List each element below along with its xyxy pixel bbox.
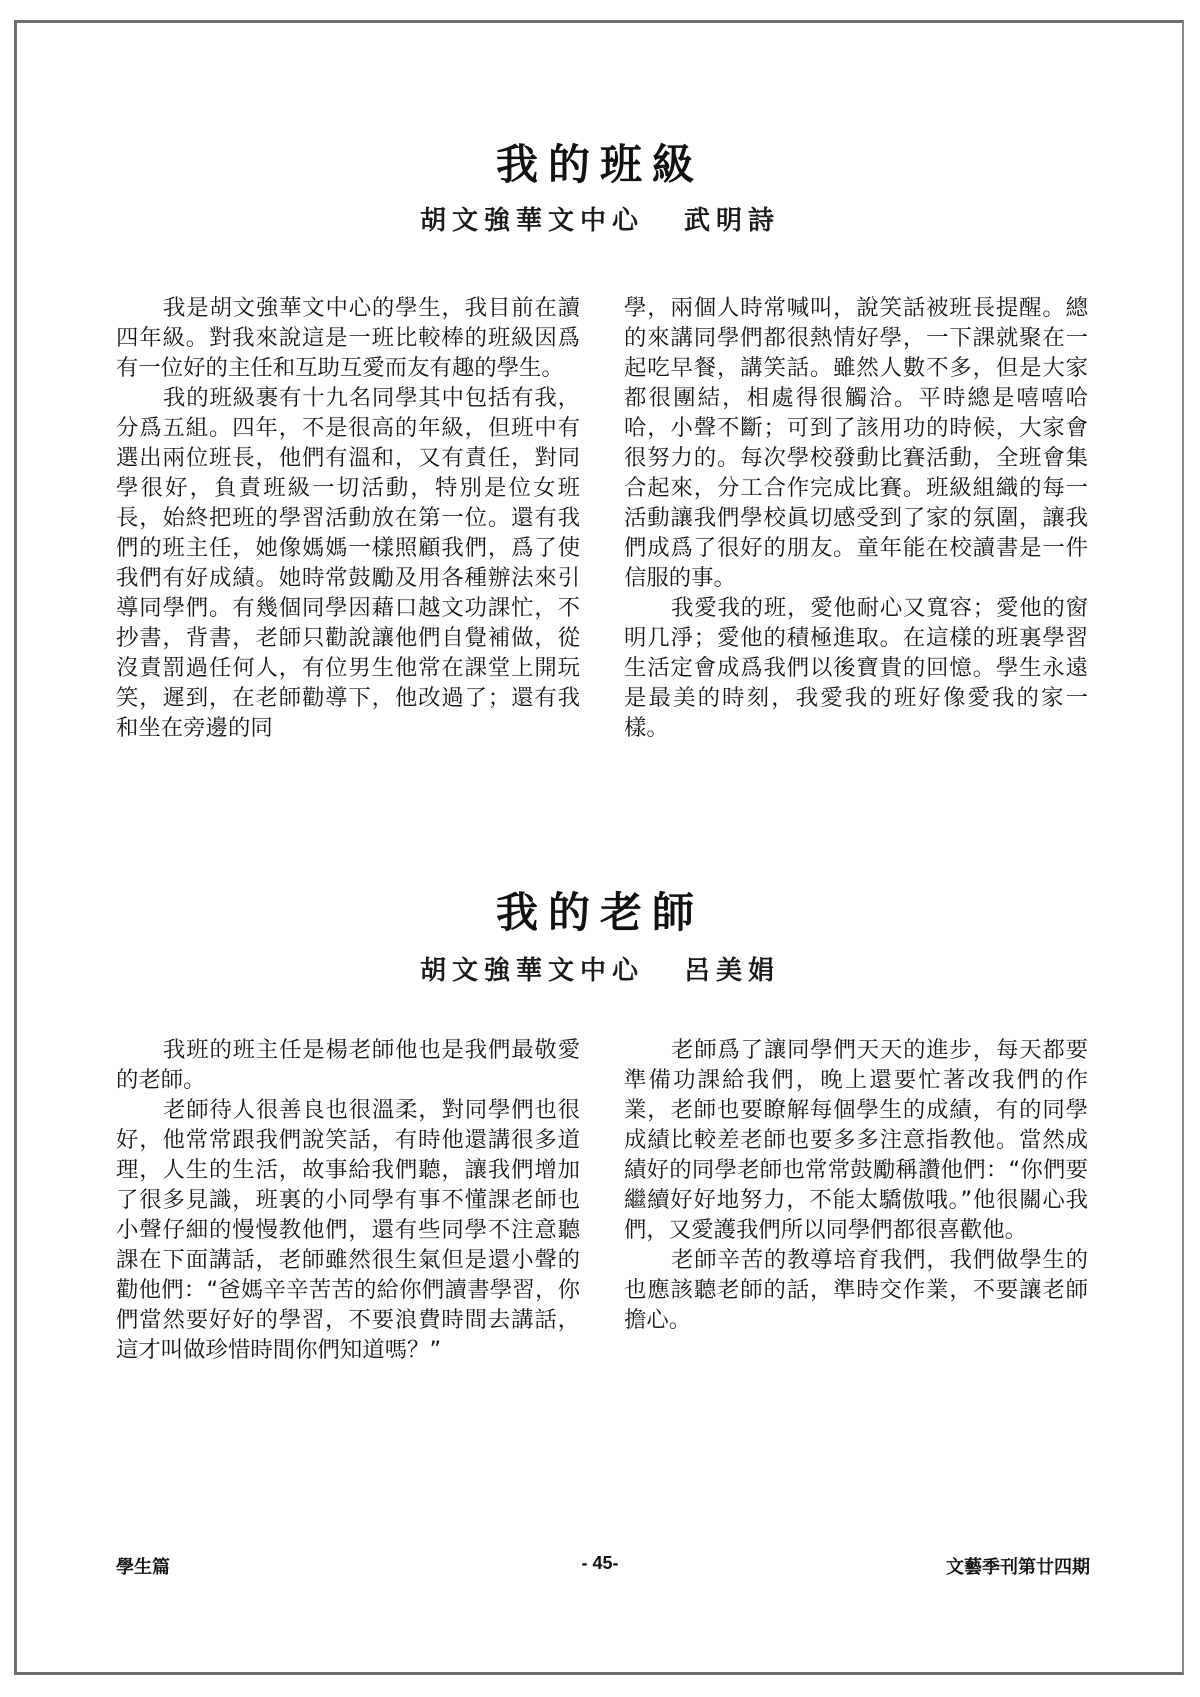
paragraph: 老師辛苦的教導培育我們，我們做學生的也應該聽老師的話，準時交作業，不要讓老師擔心。 <box>624 1247 1088 1333</box>
paragraph: 老師待人很善良也很溫柔，對同學們也很好，他常常跟我們說笑話，有時他還講很多道理，人生的生活，故事給我們聽，讓我們增加了很多見識，班裏的小同學有事不懂課老師也小聲仔細的慢慢教他們，還有些同學不注意聽課在下面講話，老師雖然很生氣但是還小聲的勸他們：“爸媽辛辛苦苦的給你們讀書學習，你們當然要好好的學習，不要浪費時間去講話，這才叫做珍惜時間你們知道嗎？” <box>116 1097 580 1363</box>
page-border <box>14 20 1184 1675</box>
byline-author: 呂美娟 <box>684 956 781 986</box>
page-number: - 45- <box>581 1553 619 1573</box>
footer-section-label: 學生篇 <box>116 1557 170 1577</box>
article-byline <box>0 200 1200 237</box>
paragraph: 我班的班主任是楊老師他也是我們最敬愛的老師。 <box>116 1037 580 1093</box>
byline-organization: 胡文強華文中心 <box>419 206 644 236</box>
byline-author: 武明詩 <box>684 206 781 236</box>
byline-organization: 胡文強華文中心 <box>419 956 644 986</box>
article-1-right-column <box>624 293 1088 743</box>
paragraph: 我愛我的班，愛他耐心又寬容；愛他的窗明几淨；愛他的積極進取。在這樣的班裏學習生活定會成爲我們以後寶貴的回憶。學生永遠是最美的時刻，我愛我的班好像愛我的家一樣。 <box>624 595 1088 741</box>
paragraph: 我的班級裹有十九名同學其中包括有我，分爲五組。四年，不是很高的年級，但班中有選出兩位班長，他們有溫和，又有責任，對同學很好，負責班級一切活動，特別是位女班長，始終把班的學習活動放在第一位。還有我們的班主任，她像媽媽一樣照顧我們，爲了使我們有好成績。她時常鼓勵及用各種辦法來引導同學們。有幾個同學因藉口越文功課忙，不抄書，背書，老師只勸說讓他們自覺補做，從沒責罰過任何人，有位男生他常在課堂上開玩笑，遲到，在老師勸導下，他改過了；還有我和坐在旁邊的同 <box>116 385 580 741</box>
article-byline <box>0 950 1200 987</box>
article-2-right-column <box>624 1035 1088 1335</box>
paragraph: 我是胡文強華文中心的學生，我目前在讀四年級。對我來說這是一班比較棒的班級因爲有一位好的主任和互助互愛而友有趣的學生。 <box>116 295 580 381</box>
article-1-left-column <box>116 293 580 743</box>
paragraph-continued: 學，兩個人時常喊叫，說笑話被班長提醒。總的來講同學們都很熱情好學，一下課就聚在一起吃早餐，講笑話。雖然人數不多，但是大家都很團結，相處得很觸洽。平時總是嘻嘻哈哈，小聲不斷；可到了該用功的時候，大家會很努力的。每次學校發動比賽活動，全班會集合起來，分工合作完成比賽。班級組織的每一活動讓我們學校眞切感受到了家的氛圍，讓我們成爲了很好的朋友。童年能在校讀書是一件信服的事。 <box>624 295 1088 591</box>
article-2-left-column <box>116 1035 580 1365</box>
paragraph: 老師爲了讓同學們天天的進步，每天都要準備功課給我們，晚上還要忙著改我們的作業，老師也要瞭解每個學生的成績，有的同學成績比較差老師也要多多注意指教他。當然成績好的同學老師也常常鼓勵稱讚他們：“你們要繼續好好地努力，不能太驕傲哦。”他很關心我們，又愛護我們所以同學們都很喜歡他。 <box>624 1037 1088 1243</box>
article-title: 我的班級 <box>495 140 704 189</box>
article-title: 我的老師 <box>495 888 704 937</box>
footer-publication: 文藝季刊第廿四期 <box>946 1557 1090 1577</box>
